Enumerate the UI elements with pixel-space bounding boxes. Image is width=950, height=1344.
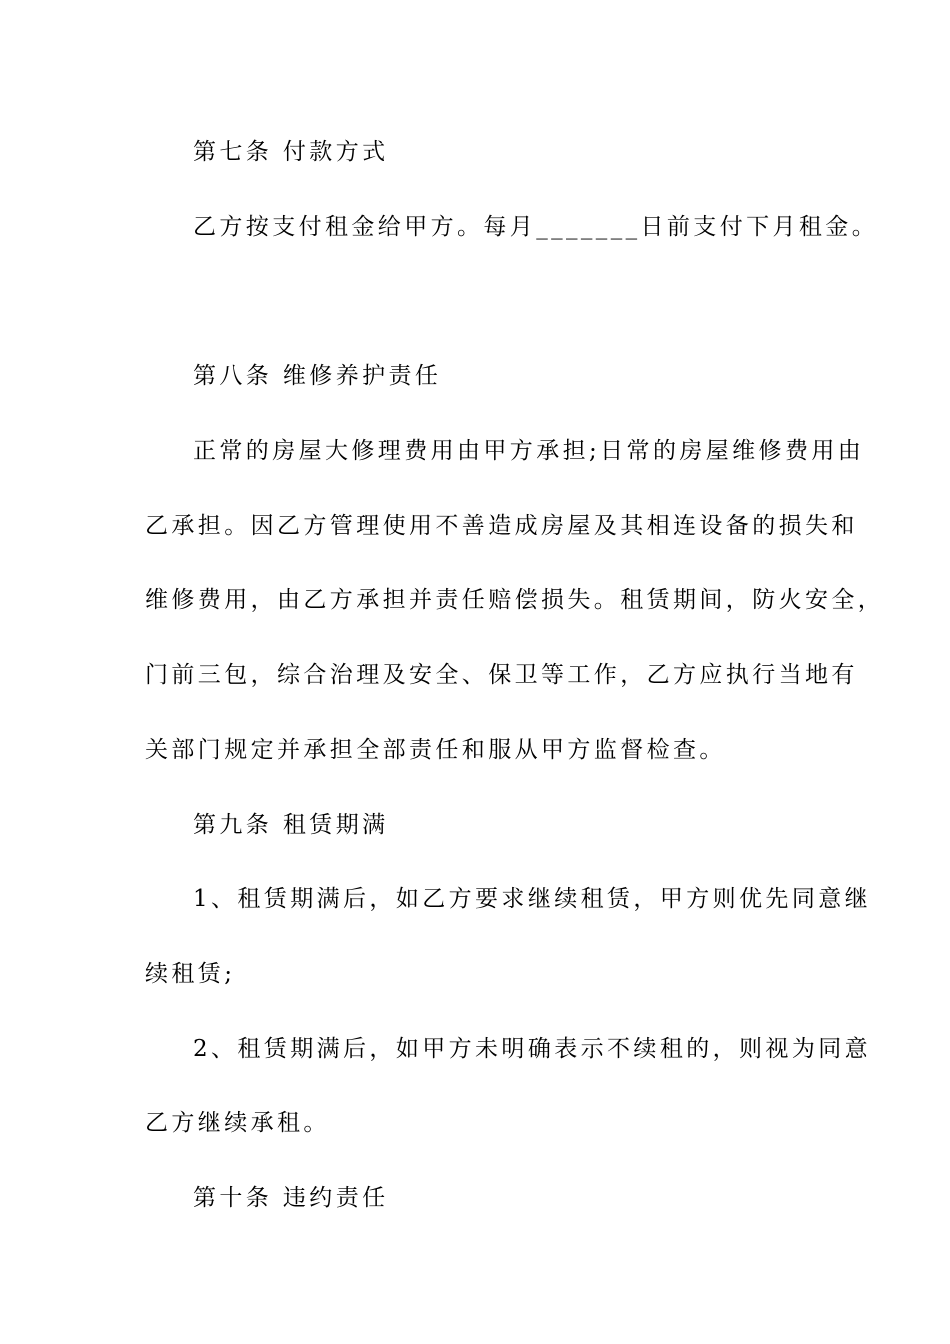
- article-7-text: 乙方按支付租金给甲方。每月_______日前支付下月租金。: [193, 214, 879, 240]
- article-9-heading: 第九条 租赁期满: [193, 812, 389, 838]
- article-8-text-line-5: 关部门规定并承担全部责任和服从甲方监督检查。: [145, 737, 726, 763]
- article-8-text-line-3: 维修费用，由乙方承担并责任赔偿损失。租赁期间，防火安全，: [145, 587, 885, 613]
- article-9-item-2-line-2: 乙方继续承租。: [145, 1110, 330, 1136]
- article-8-heading: 第八条 维修养护责任: [193, 363, 442, 389]
- article-8-text-line-1: 正常的房屋大修理费用由甲方承担;日常的房屋维修费用由: [193, 438, 865, 464]
- article-10-heading: 第十条 违约责任: [193, 1185, 389, 1211]
- article-7-heading: 第七条 付款方式: [193, 139, 389, 165]
- article-9-item-1-line-2: 续租赁;: [145, 961, 236, 987]
- article-9-item-1-line-1: 1、租赁期满后，如乙方要求继续租赁，甲方则优先同意继: [193, 886, 872, 912]
- article-8-text-line-2: 乙承担。因乙方管理使用不善造成房屋及其相连设备的损失和: [145, 513, 858, 539]
- article-8-text-line-4: 门前三包，综合治理及安全、保卫等工作，乙方应执行当地有: [145, 662, 858, 688]
- article-9-item-2-line-1: 2、租赁期满后，如甲方未明确表示不续租的，则视为同意: [193, 1036, 872, 1062]
